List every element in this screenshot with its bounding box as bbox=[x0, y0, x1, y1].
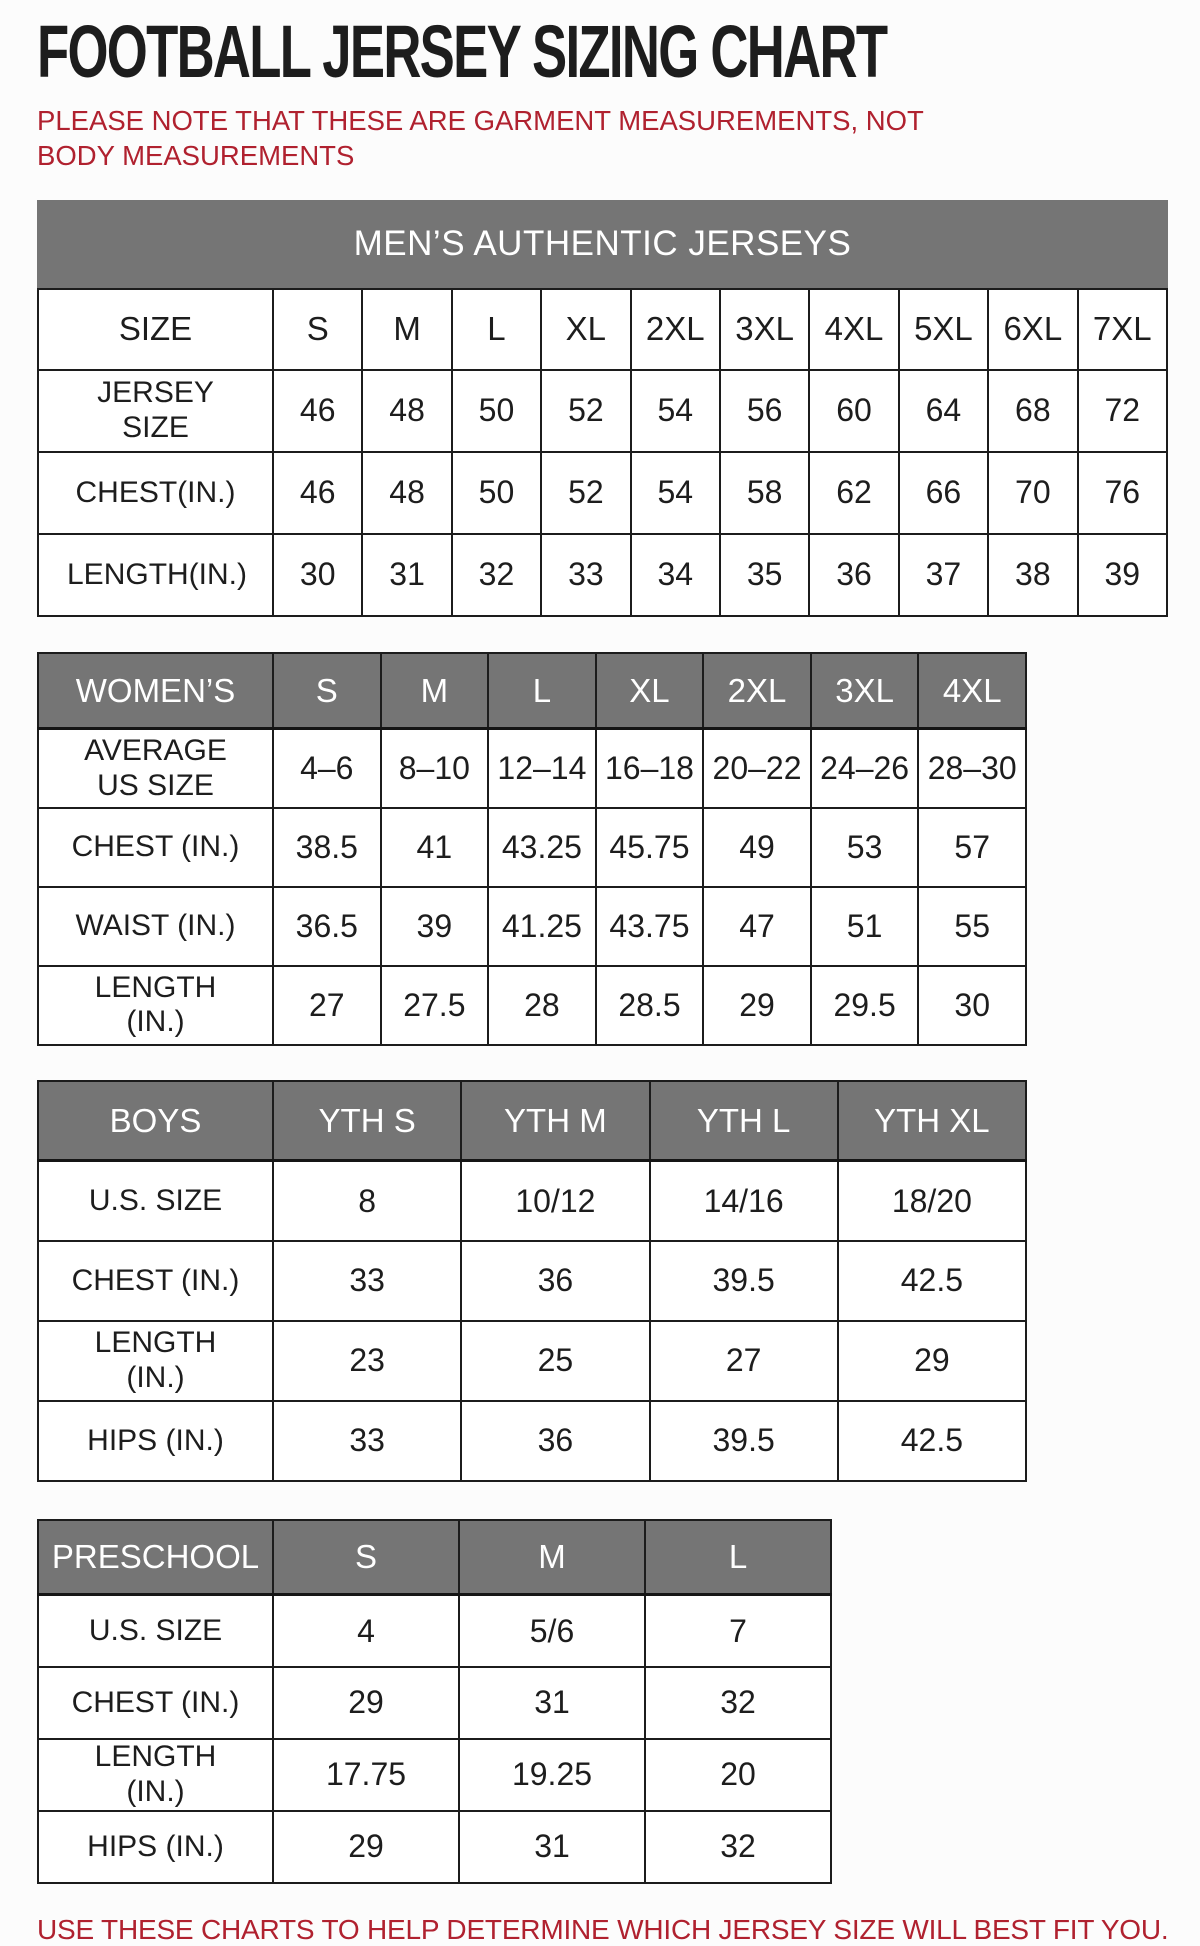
value-cell: 42.5 bbox=[838, 1241, 1026, 1321]
table-row bbox=[38, 370, 1167, 452]
value-cell: 52 bbox=[541, 452, 630, 534]
table-row bbox=[38, 452, 1167, 534]
header-label-cell: BOYS bbox=[38, 1081, 273, 1161]
value-cell: 4–6 bbox=[273, 729, 381, 808]
mens-table-banner: MEN’S AUTHENTIC JERSEYS bbox=[37, 200, 1168, 288]
value-cell: 32 bbox=[645, 1667, 831, 1739]
row-label-cell: CHEST(IN.) bbox=[38, 452, 273, 534]
header-size-cell: L bbox=[488, 653, 596, 729]
page-title: FOOTBALL JERSEY SIZING CHART bbox=[37, 11, 887, 95]
value-cell: 76 bbox=[1078, 452, 1167, 534]
header-size-cell: 6XL bbox=[988, 289, 1077, 370]
table-row bbox=[38, 1595, 831, 1667]
table-row bbox=[38, 1739, 831, 1811]
header-size-cell: XL bbox=[596, 653, 704, 729]
value-cell: 32 bbox=[645, 1811, 831, 1883]
header-label-cell: PRESCHOOL bbox=[38, 1520, 273, 1595]
value-cell: 24–26 bbox=[811, 729, 919, 808]
boys-size-table bbox=[37, 1080, 1200, 1482]
value-cell: 50 bbox=[452, 452, 541, 534]
header-row bbox=[38, 1520, 831, 1595]
header-size-cell: YTH M bbox=[461, 1081, 649, 1161]
value-cell: 47 bbox=[703, 887, 811, 966]
value-cell: 18/20 bbox=[838, 1161, 1026, 1241]
value-cell: 55 bbox=[918, 887, 1026, 966]
value-cell: 62 bbox=[809, 452, 898, 534]
value-cell: 33 bbox=[273, 1401, 461, 1481]
header-size-cell: S bbox=[273, 289, 362, 370]
header-label-cell: SIZE bbox=[38, 289, 273, 370]
value-cell: 34 bbox=[631, 534, 720, 616]
value-cell: 43.25 bbox=[488, 808, 596, 887]
boys-jerseys-section bbox=[37, 1080, 1200, 1482]
value-cell: 31 bbox=[362, 534, 451, 616]
value-cell: 19.25 bbox=[459, 1739, 645, 1811]
header-size-cell: S bbox=[273, 653, 381, 729]
mens-size-table bbox=[37, 288, 1200, 617]
womens-table-grid bbox=[37, 652, 1027, 1046]
value-cell: 39.5 bbox=[650, 1401, 838, 1481]
header-size-cell: M bbox=[459, 1520, 645, 1595]
value-cell: 54 bbox=[631, 452, 720, 534]
row-label-cell: U.S. SIZE bbox=[38, 1161, 273, 1241]
header-size-cell: L bbox=[452, 289, 541, 370]
row-label-cell: AVERAGE US SIZE bbox=[38, 729, 273, 808]
header-label-cell: WOMEN’S bbox=[38, 653, 273, 729]
value-cell: 58 bbox=[720, 452, 809, 534]
preschool-jerseys-section bbox=[37, 1519, 1200, 1884]
header-size-cell: 3XL bbox=[720, 289, 809, 370]
value-cell: 20–22 bbox=[703, 729, 811, 808]
value-cell: 64 bbox=[899, 370, 988, 452]
value-cell: 30 bbox=[918, 966, 1026, 1045]
value-cell: 27 bbox=[273, 966, 381, 1045]
value-cell: 5/6 bbox=[459, 1595, 645, 1667]
value-cell: 28–30 bbox=[918, 729, 1026, 808]
value-cell: 14/16 bbox=[650, 1161, 838, 1241]
header-size-cell: 2XL bbox=[703, 653, 811, 729]
row-label-cell: LENGTH (IN.) bbox=[38, 966, 273, 1045]
value-cell: 8 bbox=[273, 1161, 461, 1241]
table-row bbox=[38, 1667, 831, 1739]
value-cell: 39.5 bbox=[650, 1241, 838, 1321]
value-cell: 56 bbox=[720, 370, 809, 452]
row-label-cell: LENGTH (IN.) bbox=[38, 1321, 273, 1401]
value-cell: 39 bbox=[381, 887, 489, 966]
womens-jerseys-section bbox=[37, 652, 1200, 1046]
value-cell: 23 bbox=[273, 1321, 461, 1401]
value-cell: 31 bbox=[459, 1667, 645, 1739]
value-cell: 42.5 bbox=[838, 1401, 1026, 1481]
value-cell: 36 bbox=[461, 1401, 649, 1481]
header-row bbox=[38, 653, 1026, 729]
womens-size-table bbox=[37, 652, 1200, 1046]
value-cell: 60 bbox=[809, 370, 898, 452]
header-size-cell: 4XL bbox=[918, 653, 1026, 729]
value-cell: 66 bbox=[899, 452, 988, 534]
value-cell: 39 bbox=[1078, 534, 1167, 616]
mens-table-grid bbox=[37, 288, 1168, 617]
value-cell: 41.25 bbox=[488, 887, 596, 966]
value-cell: 52 bbox=[541, 370, 630, 452]
value-cell: 38.5 bbox=[273, 808, 381, 887]
header-size-cell: YTH XL bbox=[838, 1081, 1026, 1161]
value-cell: 51 bbox=[811, 887, 919, 966]
garment-measurements-note: PLEASE NOTE THAT THESE ARE GARMENT MEASUREMENTS, NOT BODY MEASUREMENTS bbox=[37, 105, 924, 171]
value-cell: 29 bbox=[273, 1667, 459, 1739]
header-size-cell: 2XL bbox=[631, 289, 720, 370]
value-cell: 45.75 bbox=[596, 808, 704, 887]
row-label-cell: LENGTH (IN.) bbox=[38, 1739, 273, 1811]
value-cell: 7 bbox=[645, 1595, 831, 1667]
value-cell: 29 bbox=[703, 966, 811, 1045]
header-size-cell: YTH L bbox=[650, 1081, 838, 1161]
value-cell: 20 bbox=[645, 1739, 831, 1811]
table-row bbox=[38, 1321, 1026, 1401]
value-cell: 27.5 bbox=[381, 966, 489, 1045]
value-cell: 8–10 bbox=[381, 729, 489, 808]
row-label-cell: U.S. SIZE bbox=[38, 1595, 273, 1667]
value-cell: 16–18 bbox=[596, 729, 704, 808]
boys-table-grid bbox=[37, 1080, 1027, 1482]
value-cell: 29 bbox=[838, 1321, 1026, 1401]
value-cell: 50 bbox=[452, 370, 541, 452]
value-cell: 17.75 bbox=[273, 1739, 459, 1811]
header-row bbox=[38, 1081, 1026, 1161]
table-row bbox=[38, 966, 1026, 1045]
table-row bbox=[38, 1401, 1026, 1481]
value-cell: 37 bbox=[899, 534, 988, 616]
value-cell: 70 bbox=[988, 452, 1077, 534]
header-size-cell: 4XL bbox=[809, 289, 898, 370]
value-cell: 41 bbox=[381, 808, 489, 887]
header-size-cell: 7XL bbox=[1078, 289, 1167, 370]
row-label-cell: CHEST (IN.) bbox=[38, 808, 273, 887]
value-cell: 28 bbox=[488, 966, 596, 1045]
table-row bbox=[38, 1161, 1026, 1241]
value-cell: 33 bbox=[273, 1241, 461, 1321]
value-cell: 49 bbox=[703, 808, 811, 887]
value-cell: 31 bbox=[459, 1811, 645, 1883]
table-row bbox=[38, 534, 1167, 616]
value-cell: 35 bbox=[720, 534, 809, 616]
value-cell: 48 bbox=[362, 370, 451, 452]
value-cell: 57 bbox=[918, 808, 1026, 887]
value-cell: 48 bbox=[362, 452, 451, 534]
header-size-cell: L bbox=[645, 1520, 831, 1595]
value-cell: 43.75 bbox=[596, 887, 704, 966]
value-cell: 25 bbox=[461, 1321, 649, 1401]
table-row bbox=[38, 1811, 831, 1883]
value-cell: 53 bbox=[811, 808, 919, 887]
row-label-cell: JERSEY SIZE bbox=[38, 370, 273, 452]
value-cell: 72 bbox=[1078, 370, 1167, 452]
row-label-cell: CHEST (IN.) bbox=[38, 1667, 273, 1739]
value-cell: 46 bbox=[273, 370, 362, 452]
row-label-cell: WAIST (IN.) bbox=[38, 887, 273, 966]
value-cell: 36.5 bbox=[273, 887, 381, 966]
value-cell: 36 bbox=[809, 534, 898, 616]
row-label-cell: HIPS (IN.) bbox=[38, 1401, 273, 1481]
table-row bbox=[38, 808, 1026, 887]
row-label-cell: HIPS (IN.) bbox=[38, 1811, 273, 1883]
preschool-table-grid bbox=[37, 1519, 832, 1884]
header-size-cell: 3XL bbox=[811, 653, 919, 729]
value-cell: 30 bbox=[273, 534, 362, 616]
row-label-cell: CHEST (IN.) bbox=[38, 1241, 273, 1321]
value-cell: 38 bbox=[988, 534, 1077, 616]
value-cell: 29.5 bbox=[811, 966, 919, 1045]
value-cell: 10/12 bbox=[461, 1161, 649, 1241]
value-cell: 4 bbox=[273, 1595, 459, 1667]
value-cell: 68 bbox=[988, 370, 1077, 452]
value-cell: 28.5 bbox=[596, 966, 704, 1045]
fit-advice-footer: USE THESE CHARTS TO HELP DETERMINE WHICH JERSEY SIZE WILL BEST FIT YOU. bbox=[37, 1913, 1169, 1945]
header-size-cell: YTH S bbox=[273, 1081, 461, 1161]
header-size-cell: 5XL bbox=[899, 289, 988, 370]
value-cell: 32 bbox=[452, 534, 541, 616]
value-cell: 54 bbox=[631, 370, 720, 452]
mens-jerseys-section bbox=[37, 200, 1200, 617]
table-row bbox=[38, 887, 1026, 966]
value-cell: 27 bbox=[650, 1321, 838, 1401]
header-size-cell: XL bbox=[541, 289, 630, 370]
value-cell: 36 bbox=[461, 1241, 649, 1321]
table-row bbox=[38, 729, 1026, 808]
preschool-size-table bbox=[37, 1519, 1200, 1884]
value-cell: 12–14 bbox=[488, 729, 596, 808]
header-row bbox=[38, 289, 1167, 370]
value-cell: 46 bbox=[273, 452, 362, 534]
row-label-cell: LENGTH(IN.) bbox=[38, 534, 273, 616]
header-size-cell: S bbox=[273, 1520, 459, 1595]
header-size-cell: M bbox=[362, 289, 451, 370]
table-row bbox=[38, 1241, 1026, 1321]
header-size-cell: M bbox=[381, 653, 489, 729]
value-cell: 29 bbox=[273, 1811, 459, 1883]
value-cell: 33 bbox=[541, 534, 630, 616]
